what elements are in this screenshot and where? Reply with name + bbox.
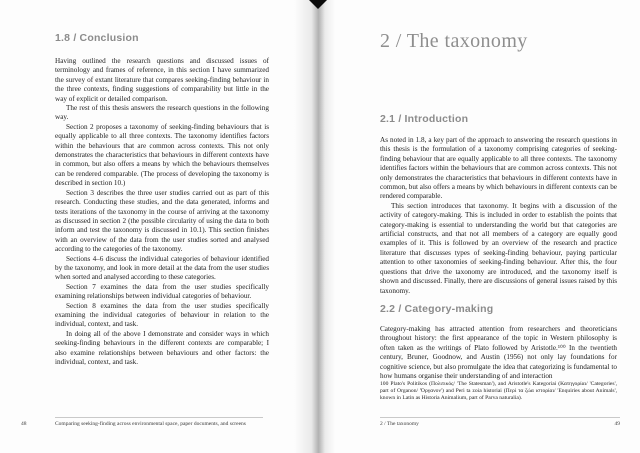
- body-paragraph: This section introduces that taxonomy. It begins with a discussion of the activity of category-making. This is included in order to establish the points that category-making is essential to understanding the world but that categories are artificial constructs, and that not all members of a category are equally good examples of it. This is followed by an overview of the research and practice literature that discusses types of seeking-finding behaviour, paying particular attention to other taxonomies of seeking-finding behaviour. After this, the four questions that drive the taxonomy are introduced, and the taxonomy itself is shown and discussed. Finally, there are discussions of general issues raised by this taxonomy.: [380, 201, 617, 295]
- body-paragraph: Having outlined the research questions and discussed issues of terminology and frames of reference, in this section I have summarized the survey of extant literature that compares seeking-finding behaviour in the three contexts, finding suggestions of comparability but little in the way of explicit or detailed comparison.: [55, 57, 269, 103]
- body-paragraph: As noted in 1.8, a key part of the approach to answering the research questions in this thesis is the formulation of a taxonomy comprising categories of seeking-finding behaviour that are equally applicable to all three contexts. The taxonomy identifies factors within the behaviours that are common across contexts. This not only demonstrates the characteristics that behaviours in different contexts have in common, but also offers a means by which behaviours in different contexts can be rendered comparable.: [380, 136, 617, 201]
- page-number: 49: [614, 421, 620, 427]
- fold-marker-icon: [309, 0, 327, 9]
- running-title: Comparing seeking-finding across environmental space, paper documents, and screens: [55, 421, 246, 427]
- body-paragraph: Section 7 examines the data from the user studies specifically examining relationships between individual categories of behaviour.: [55, 282, 269, 301]
- body-paragraph: In doing all of the above I demonstrate and consider ways in which seeking-finding behaviours in the different contexts are comparable; I also examine relationships between behaviours and other factors: the individual, context, and task.: [55, 329, 269, 366]
- footer-rule: [380, 417, 620, 418]
- introduction-body: [380, 136, 617, 296]
- page-number: 48: [21, 421, 27, 427]
- running-title: 2 / The taxonomy: [380, 421, 419, 427]
- page-gutter-shadow: [294, 0, 344, 453]
- body-paragraph: The rest of this thesis answers the research questions in the following way.: [55, 104, 269, 122]
- section-heading-category-making: 2.2 / Category-making: [380, 303, 494, 315]
- left-page-body: [55, 57, 269, 367]
- body-paragraph: Sections 4–6 discuss the individual categories of behaviour identified by the taxonomy, and look in more detail at the data from the user studies when sorted and analysed according to these categories.: [55, 254, 269, 282]
- body-paragraph: Section 3 describes the three user studies carried out as part of this research. Conducting these studies, and the data generated, informs and tests iterations of the taxonomy in the course of arriving at the taxonomy as discussed in section 2 (the possible circularity of using the data to both inform and test the taxonomy is discussed in 10.1). This section finishes with an overview of the data from the user studies sorted and analysed according to the categories of the taxonomy.: [55, 188, 269, 254]
- body-paragraph: Section 2 proposes a taxonomy of seeking-finding behaviours that is equally applicable to all three contexts. The taxonomy identifies factors within the behaviours that are common across contexts. This not only demonstrates the characteristics that behaviours in different contexts have in common, but also offers a means by which the behaviours themselves can be rendered comparable. (The process of developing the taxonomy is described in section 10.): [55, 122, 269, 188]
- section-heading-introduction: 2.1 / Introduction: [380, 113, 469, 125]
- body-paragraph: Section 8 examines the data from the user studies specifically examining the individual categories of behaviour in relation to the individual, context, and task.: [55, 301, 269, 329]
- footnote: 100 Plato's Politikos (Πολιτικός/ 'The Statesman'), and Aristotle's Kategoriai (Κατηγορίαι/ 'Categories', part of Organon/ 'Όργανον') and Peri ta zoia historiai (Περί τα ζώα ιστορίαι/ 'Enquiries about Animals', known in Latin as Historia Animalium, part of Parva naturalia).: [380, 381, 617, 402]
- section-heading-conclusion: 1.8 / Conclusion: [55, 32, 139, 44]
- chapter-title: 2 / The taxonomy: [380, 30, 528, 52]
- footer-rule: [55, 417, 263, 418]
- category-making-body: [380, 325, 617, 381]
- body-paragraph: Category-making has attracted attention from researchers and theoreticians throughout history: the first appearance of the topic in Western philosophy is often taken as the writings of Plato followed by Aristotle.¹⁰⁰ In the twentieth century, Bruner, Goodnow, and Austin (1956) not only lay foundations for cognitive science, but also promulgate the idea that categorizing is fundamental to how humans organise their understanding of and interaction: [380, 325, 617, 381]
